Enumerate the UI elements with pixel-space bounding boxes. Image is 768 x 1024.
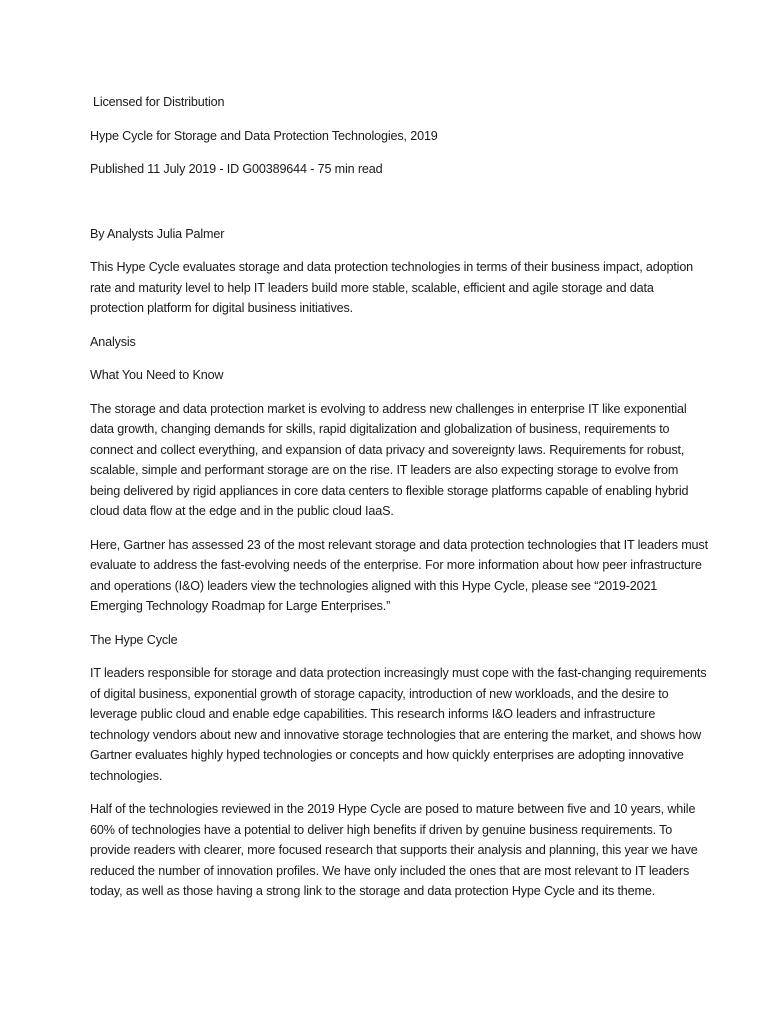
- need-to-know-paragraph-2: Here, Gartner has assessed 23 of the most relevant storage and data protection technologies that IT leaders must evaluate to address the fast-evolving needs of the enterprise. For more information about how peer infrastructure and operations (I&O) leaders view the technologies aligned with this Hype Cycle, please see “2019-2021 Emerging Technology Roadmap for Large Enterprises.”: [90, 537, 708, 613]
- hype-cycle-paragraph-2: Half of the technologies reviewed in the 2019 Hype Cycle are posed to mature between five and 10 years, while 60% of technologies have a potential to deliver high benefits if driven by genuine business requirements. To provide readers with clearer, more focused research that supports their analysis and planning, this year we have reduced the number of innovation profiles. We have only included the ones that are most relevant to IT leaders today, as well as those having a strong link to the storage and data protection Hype Cycle and its theme.: [90, 802, 698, 898]
- summary-paragraph: This Hype Cycle evaluates storage and data protection technologies in terms of their business impact, adoption rate and maturity level to help IT leaders build more stable, scalable, efficient and agile storage and data protection platform for digital business initiatives.: [90, 260, 694, 315]
- need-to-know-paragraph-1: The storage and data protection market is evolving to address new challenges in enterprise IT like exponential data growth, changing demands for skills, rapid digitalization and globalization of business, requirements to connect and collect everything, and expansion of data privacy and sovereignty laws. Requirements for robust, scalable, simple and performant storage are on the rise. IT leaders are also expecting storage to evolve from being delivered by rigid appliances in core data centers to flexible storage platforms capable of enabling hybrid cloud data flow at the edge and in the public cloud IaaS.: [90, 401, 689, 518]
- published-line: Published 11 July 2019 - ID G00389644 - 75 min read: [90, 162, 383, 176]
- document-title: Hype Cycle for Storage and Data Protection Technologies, 2019: [90, 128, 438, 143]
- author-byline: By Analysts Julia Palmer: [90, 226, 225, 241]
- hype-cycle-heading: The Hype Cycle: [90, 632, 178, 647]
- analysis-heading: Analysis: [90, 334, 136, 349]
- need-to-know-heading: What You Need to Know: [90, 368, 224, 382]
- license-notice: Licensed for Distribution: [93, 95, 225, 109]
- document-body: [90, 92, 710, 915]
- hype-cycle-paragraph-1: IT leaders responsible for storage and data protection increasingly must cope with the fast-changing requirements of digital business, exponential growth of storage capacity, introduction of new workloads, and the desire to leverage public cloud and enable edge capabilities. This research informs I&O leaders and infrastructure technology vendors about new and innovative storage technologies that are entering the market, and shows how Gartner evaluates highly hyped technologies or concepts and how quickly enterprises are adopting innovative technologies.: [90, 666, 707, 783]
